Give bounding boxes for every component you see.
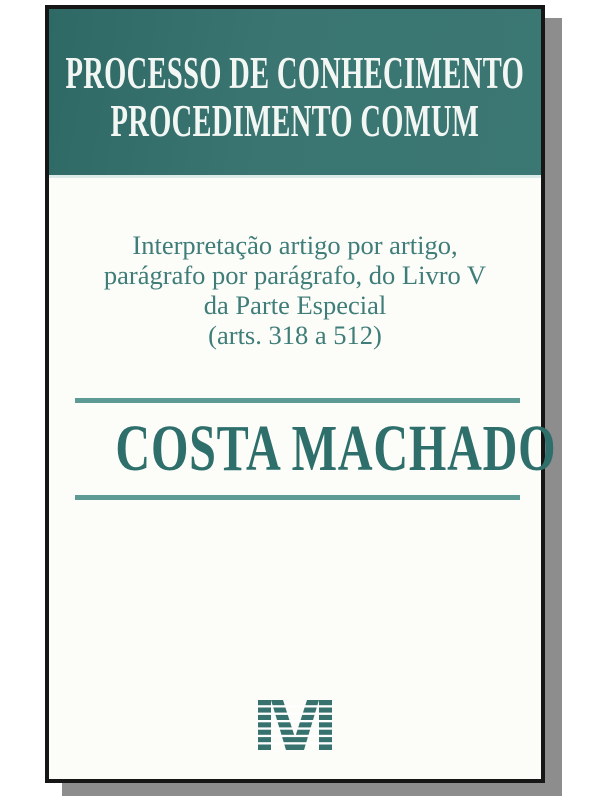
- book-subtitle: [49, 230, 541, 350]
- author-rule-bottom: [75, 495, 520, 500]
- author-block: [49, 398, 557, 500]
- title-band: [49, 9, 541, 178]
- subtitle-line-4: (arts. 318 a 512): [208, 320, 382, 350]
- book-title-line-2: PROCEDIMENTO COMUM: [110, 95, 480, 146]
- book-cover: [45, 5, 557, 783]
- book-title-line-1: PROCESSO DE CONHECIMENTO: [65, 47, 525, 98]
- book-title: [66, 49, 525, 145]
- subtitle-line-1: Interpretação artigo por artigo,: [132, 230, 458, 260]
- author-name: COSTA MACHADO: [115, 412, 557, 485]
- publisher-logo-area: [49, 700, 541, 750]
- subtitle-line-3: da Parte Especial: [203, 290, 387, 320]
- subtitle-line-2: parágrafo por parágrafo, do Livro V: [103, 260, 487, 290]
- publisher-m-logo: [258, 700, 332, 750]
